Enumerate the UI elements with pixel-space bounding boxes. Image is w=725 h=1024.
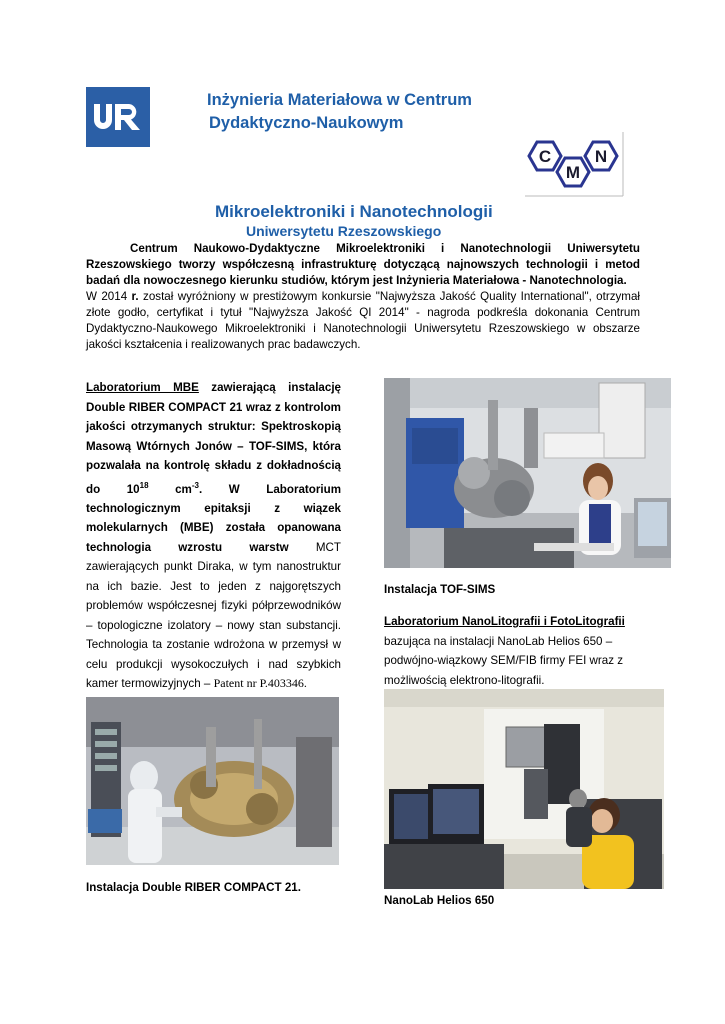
nanolito-text: bazująca na instalacji NanoLab Helios 650 – podwójno-wiązkowy SEM/FIB firmy FEI wraz z możliwością elektrono-litografii.: [384, 634, 624, 687]
mbe-bold-1: zawierającą instalację Double RIBER COMPACT 21 wraz z kontrolom jakości otrzymanych struktur: Spektroskopią Masową Wtórnych Jonów – TOF-SIMS, która pozwalała na kontrolę składu z dokładnością do 10: [86, 381, 341, 496]
photo-double-riber: [86, 697, 339, 865]
mbe-normal-1: MCT zawierających punkt Diraka, w tym nanostruktur na ich bazie. Jest to jeden z najgorętszych problemów współczesnej fizyki półprzewodników – topologiczne izolatory – nowy stan substancji. Technologia ta zostanie wdrożona w przemysł w celu produkcji wysokoczułych i nad szybkich kamer termowizyjnych –: [86, 540, 341, 691]
caption-nanolab: NanoLab Helios 650: [384, 894, 495, 907]
intro-paragraph: [86, 241, 640, 353]
cmn-letter-m: M: [565, 163, 581, 182]
intro-text-r: r.: [131, 290, 139, 303]
cmn-logo: [523, 130, 627, 198]
mbe-lab-title: Laboratorium MBE: [86, 381, 199, 394]
photo-nanolab: [384, 689, 664, 889]
mbe-cm: cm: [148, 482, 192, 496]
caption-tof-sims: Instalacja TOF-SIMS: [384, 583, 496, 596]
title-line-1: Inżynieria Materiałowa w Centrum: [207, 91, 472, 109]
title-line-3: Mikroelektroniki i Nanotechnologii: [215, 202, 493, 221]
subtitle: Uniwersytetu Rzeszowskiego: [246, 223, 442, 239]
nanolab-photo-icon: [384, 689, 664, 889]
cmn-hexagon-icon: [523, 130, 627, 198]
photo-tof-sims: [384, 378, 671, 568]
nanolito-lab-title: Laboratorium NanoLitografii i FotoLitografii: [384, 615, 625, 628]
intro-text-2: został wyróżniony w prestiżowym konkursie "Najwyższa Jakość Quality International", otrzymał złote godło, certyfikat i tytuł "Najwyższa Jakość QI 2014" - nagroda podkreśla dokonania Centrum Dydaktyczno-Naukowego Mikroelektroniki i Nanotechnologii Uniwersytetu Rzeszowskiego w obszarze jakości kształcenia i realizowanych prac badawczych.: [86, 290, 640, 351]
ur-logo-icon: [90, 100, 146, 134]
nanolito-section: [384, 612, 640, 690]
cleanroom-photo-icon: [86, 697, 339, 865]
title-line-2: Dydaktyczno-Naukowym: [209, 114, 404, 132]
mbe-section: [86, 378, 341, 694]
cmn-letter-c: C: [538, 147, 552, 166]
intro-text-1: W 2014: [86, 290, 132, 303]
intro-bold-text: Centrum Naukowo-Dydaktyczne Mikroelektroniki i Nanotechnologii Uniwersytetu Rzeszowskiego tworzy współczesną infrastrukturę dotyczącą najnowszych technologii i metod badań dla nowoczesnego kierunku studiów, którym jest Inżynieria Materiałowa - Nanotechnologia.: [86, 242, 640, 287]
mbe-bold-2: . W Laboratorium technologicznym epitaksji z wiązek molekularnych (MBE) została opanowana technologia wzrostu warstw: [86, 482, 341, 554]
mbe-sup-18: 18: [139, 480, 149, 490]
mbe-sup-3: -3: [191, 480, 199, 490]
cmn-letter-n: N: [594, 147, 608, 166]
caption-double-riber: Instalacja Double RIBER COMPACT 21.: [86, 881, 301, 894]
university-logo: [86, 87, 150, 147]
patent-number: Patent nr P.403346.: [213, 676, 307, 691]
tof-sims-photo-icon: [384, 378, 671, 568]
